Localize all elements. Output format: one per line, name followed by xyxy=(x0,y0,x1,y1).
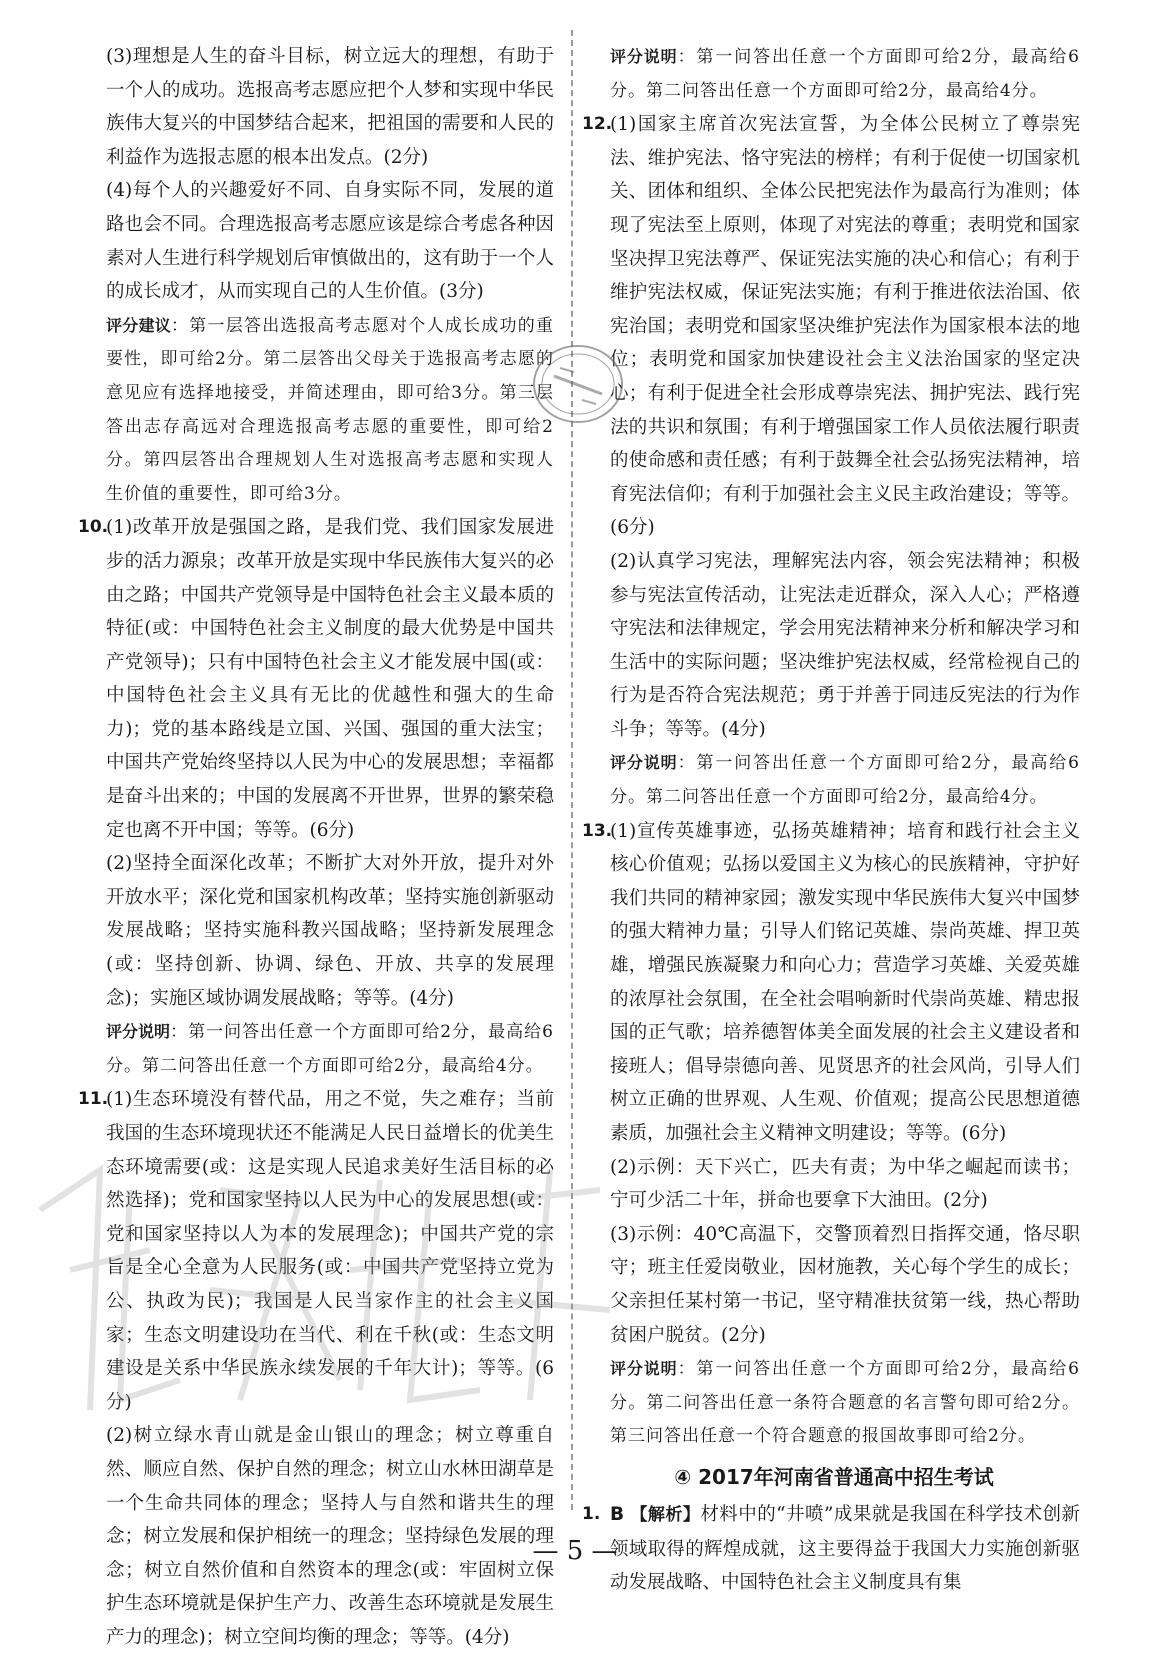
q12-scoring-note xyxy=(588,746,1080,814)
q13-part3: (3)示例：40℃高温下，交警顶着烈日指挥交通，恪尽职守；班主任爱岗敬业，因材施教，关心每个学生的成长；父亲担任某村第一书记，坚守精准扶贫第一线，热心帮助贫困户脱贫。(2分) xyxy=(610,1223,1080,1346)
q10-part2: (2)坚持全面深化改革；不断扩大对外开放，提升对外开放水平；深化党和国家机构改革；坚持实施创新驱动发展战略；坚持实施科教兴国战略；坚持新发展理念(或：坚持创新、协调、绿色、开放、共享的发展理念)；实施区域协调发展战略；等等。(4分) xyxy=(106,853,554,1009)
q9-part3: (3)理想是人生的奋斗目标，树立远大的理想，有助于一个人的成功。选报高考志愿应把个人梦和实现中华民族伟大复兴的中国梦结合起来，把祖国的需要和人民的利益作为选报志愿的根本出发点。(2分) xyxy=(106,46,554,168)
q10-scoring-note xyxy=(84,1015,554,1083)
q13-part1 xyxy=(582,815,1080,1151)
q13-scoring-note xyxy=(588,1352,1080,1454)
question-number: 11. xyxy=(78,1089,109,1110)
note-label: 评分说明 xyxy=(610,47,678,66)
answer-text: (1)生态环境没有替代品，用之不觉，失之难存；当前我国的生态环境现状还不能满足人民日益增长的优美生态环境需要(或：这是实现人民追求美好生活目标的必然选择)；党和国家坚持以人民为中心的发展思想(或：党和国家坚持以人为本的发展理念)；中国共产党的宗旨是全心全意为人民服务(或：中国共产党坚持立党为公、执政为民)；我国是人民当家作主的社会主义国家；生态文明建设功在当代、利在千秋(或：生态文明建设是关系中华民族永续发展的千年大计)；等等。(6分) xyxy=(106,1089,554,1413)
note-text: ：第一问答出任意一个方面即可给2分，最高给6分。第二问答出任意一条符合题意的名言警句即可给2分。第三问答出任意一个符合题意的报国故事即可给2分。 xyxy=(610,1359,1080,1447)
watermark-icon xyxy=(10,1150,630,1430)
note-text: ：第一问答出任意一个方面即可给2分，最高给6分。第二问答出任意一个方面即可给2分，最高给4分。 xyxy=(106,1022,554,1076)
note-label: 评分说明 xyxy=(610,753,678,773)
note-label: 评分说明 xyxy=(610,1359,678,1379)
answer-letter: B xyxy=(610,1503,625,1525)
page-number: — 5 — xyxy=(532,1536,618,1566)
exam-section-title: ④ 2017年河南省普通高中招生考试 xyxy=(674,1464,994,1489)
question-number: 12. xyxy=(582,114,613,135)
q12-part2: (2)认真学习宪法，理解宪法内容，领会宪法精神；积极参与宪法宣传活动，让宪法走近群众，深入人心；严格遵守宪法和法律规定，学会用宪法精神来分析和解决学习和生活中的实际问题；坚决维护宪法权威，经常检视自己的行为是否符合宪法规范；勇于并善于同违反宪法的行为作斗争；等等。(4分) xyxy=(610,550,1080,740)
answer-text: (1)改革开放是强国之路，是我们党、我们国家发展进步的活力源泉；改革开放是实现中华民族伟大复兴的必由之路；中国共产党领导是中国特色社会主义最本质的特征(或：中国特色社会主义制度的最大优势是中国共产党领导)；只有中国特色社会主义才能发展中国(或：中国特色社会主义具有无比的优越性和强大的生命力)；党的基本路线是立国、兴国、强国的重大法宝；中国共产党始终坚持以人民为中心的发展思想；幸福都是奋斗出来的；中国的发展离不开世界，世界的繁荣稳定也离不开中国；等等。(6分) xyxy=(106,517,554,841)
q9-part4: (4)每个人的兴趣爱好不同、自身实际不同，发展的道路也会不同。合理选报高考志愿应该是综合考虑各种因素对人生进行科学规划后审慎做出的，这有助于一个人的成长成才，从而实现自己的人生价值。(3分) xyxy=(106,180,554,303)
question-number: 10. xyxy=(78,517,109,538)
answer-text: (1)国家主席首次宪法宣誓，为全体公民树立了尊崇宪法、维护宪法、恪守宪法的榜样；有利于促使一切国家机关、团体和组织、全体公民把宪法作为最高行为准则；体现了宪法至上原则，体现了对宪法的尊重；表明党和国家坚决捍卫宪法尊严、保证宪法实施的决心和信心；有利于维护宪法权威，保证宪法实施；有利于推进依法治国、依宪治国；表明党和国家坚决维护宪法作为国家根本法的地位；表明党和国家加快建设社会主义法治国家的坚定决心；有利于促进全社会形成尊崇宪法、拥护宪法、践行宪法的共识和氛围；有利于增强国家工作人员依法履行职责的使命感和责任感；有利于鼓舞全社会弘扬宪法精神，培育宪法信仰；有利于加强社会主义民主政治建设；等等。(6分) xyxy=(610,114,1080,539)
stamp-seal-icon xyxy=(530,342,626,426)
answer-text: (1)宣传英雄事迹，弘扬英雄精神；培育和践行社会主义核心价值观；弘扬以爱国主义为核心的民族精神，守护好我们共同的精神家园；激发实现中华民族伟大复兴中国梦的强大精神力量；引导人们铭记英雄、崇尚英雄、捍卫英雄，增强民族凝聚力和向心力；营造学习英雄、关爱英雄的浓厚社会氛围，在全社会唱响新时代崇尚英雄、精忠报国的正气歌；培养德智体美全面发展的社会主义建设者和接班人；倡导崇德向善、见贤思齐的社会风尚，引导人们树立正确的世界观、人生观、价值观；提高公民思想道德素质，加强社会主义精神文明建设；等等。(6分) xyxy=(610,820,1080,1144)
analysis-tag: 【解析】 xyxy=(630,1504,701,1525)
note-text: ：第一问答出任意一个方面即可给2分，最高给6分。第二问答出任意一个方面即可给2分，最高给4分。 xyxy=(610,47,1080,101)
q11-scoring-note xyxy=(588,40,1080,108)
q10-part1 xyxy=(78,511,554,847)
question-number: 13. xyxy=(582,820,613,841)
q9-scoring-note xyxy=(84,309,554,512)
q11-part2: (2)树立绿水青山就是金山银山的理念；树立尊重自然、顺应自然、保护自然的理念；树立山水林田湖草是一个生命共同体的理念；坚持人与自然和谐共生的理念；树立发展和保护相统一的理念；坚持绿色发展的理念；树立自然价值和自然资本的理念(或：牢固树立保护生态环境就是保护生产力、改善生态环境就是发展生产力的理念)；树立空间均衡的理念；等等。(4分) xyxy=(106,1425,554,1648)
right-column xyxy=(582,40,1080,1600)
note-label: 评分说明 xyxy=(106,1022,171,1042)
question-number: 1. xyxy=(582,1503,601,1524)
note-label: 评分建议 xyxy=(106,315,171,335)
q13-part2: (2)示例：天下兴亡，匹夫有责；为中华之崛起而读书；宁可少活二十年，拼命也要拿下大油田。(2分) xyxy=(610,1156,1080,1212)
q12-part1 xyxy=(582,108,1080,545)
note-text: ：第一问答出任意一个方面即可给2分，最高给6分。第二问答出任意一个方面即可给2分，最高给4分。 xyxy=(610,753,1080,808)
analysis-text: 材料中的“井喷”成果就是我国在科学技术创新领域取得的辉煌成就，这主要得益于我国大力实施创新驱动发展战略、中国特色社会主义制度具有集 xyxy=(610,1503,1080,1594)
note-text: ：第一层答出选报高考志愿对个人成长成功的重要性，即可给2分。第二层答出父母关于选报高考志愿的意见应有选择地接受，并简述理由，即可给3分。第三层答出志存高远对合理选报高考志愿的重要性，即可给2分。第四层答出合理规划人生对选报高考志愿和实现人生价值的重要性，即可给3分。 xyxy=(106,315,554,504)
